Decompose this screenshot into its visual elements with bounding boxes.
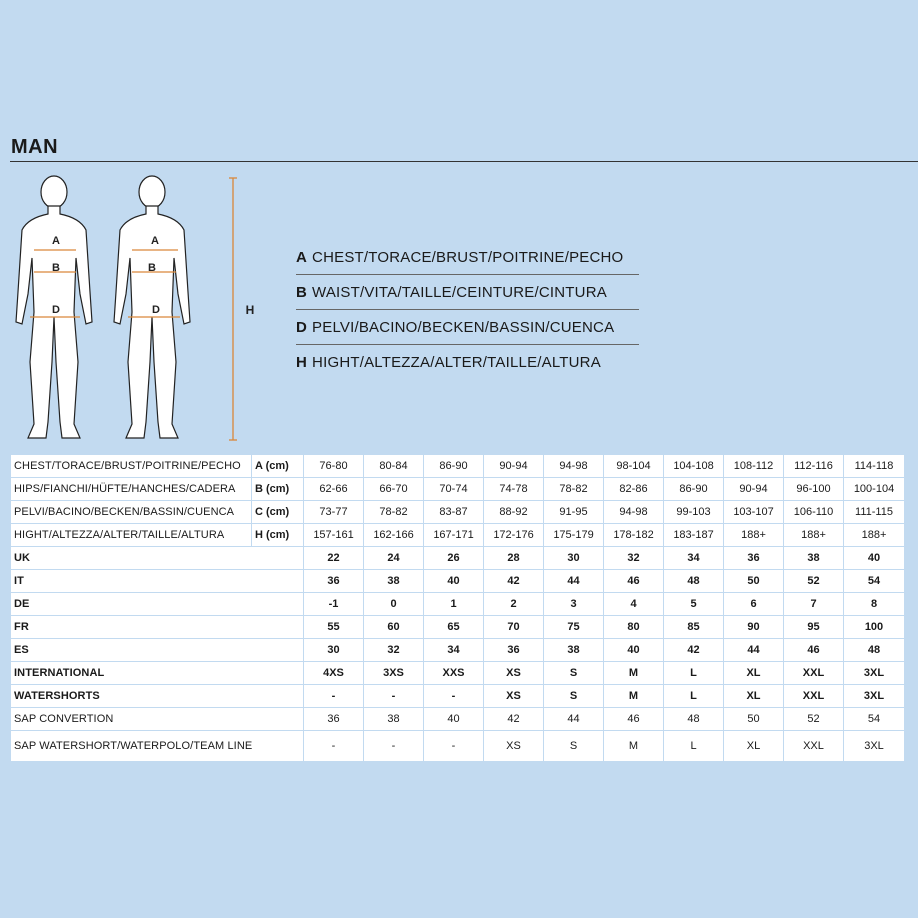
table-cell: 44 <box>544 570 604 593</box>
legend-code: D <box>296 318 308 336</box>
row-label: ES <box>11 639 304 662</box>
table-cell: 38 <box>544 639 604 662</box>
table-cell: 76-80 <box>304 455 364 478</box>
legend-row-a <box>296 240 639 275</box>
table-cell: S <box>544 685 604 708</box>
legend-row-d <box>296 310 639 345</box>
table-cell: 1 <box>424 593 484 616</box>
table-cell: 100-104 <box>844 478 905 501</box>
legend-text: PELVI/BACINO/BECKEN/BASSIN/CUENCA <box>312 318 615 336</box>
table-cell: 50 <box>724 570 784 593</box>
table-cell: XS <box>484 731 544 762</box>
table-cell: -1 <box>304 593 364 616</box>
table-row <box>11 455 905 478</box>
table-cell: 54 <box>844 570 905 593</box>
table-cell: 111-115 <box>844 501 905 524</box>
table-cell: 112-116 <box>784 455 844 478</box>
table-cell: 36 <box>304 708 364 731</box>
table-cell: 48 <box>664 570 724 593</box>
table-cell: 36 <box>724 547 784 570</box>
table-cell: 78-82 <box>364 501 424 524</box>
table-cell: 60 <box>364 616 424 639</box>
table-cell: 90 <box>724 616 784 639</box>
title-divider <box>10 161 918 162</box>
table-cell: XXL <box>784 685 844 708</box>
table-row <box>11 478 905 501</box>
table-cell: 30 <box>544 547 604 570</box>
table-cell: XL <box>724 731 784 762</box>
table-cell: L <box>664 662 724 685</box>
row-label: HIPS/FIANCHI/HÜFTE/HANCHES/CADERA <box>11 478 252 501</box>
table-cell: 82-86 <box>604 478 664 501</box>
back-label-d: D <box>152 304 160 316</box>
table-cell: - <box>424 685 484 708</box>
table-cell: 62-66 <box>304 478 364 501</box>
table-cell: L <box>664 731 724 762</box>
table-cell: 85 <box>664 616 724 639</box>
table-cell: 44 <box>544 708 604 731</box>
table-cell: 48 <box>664 708 724 731</box>
table-row <box>11 685 905 708</box>
table-cell: 162-166 <box>364 524 424 547</box>
row-unit: C (cm) <box>252 501 304 524</box>
table-cell: 98-104 <box>604 455 664 478</box>
table-cell: 74-78 <box>484 478 544 501</box>
table-cell: 88-92 <box>484 501 544 524</box>
table-cell: 26 <box>424 547 484 570</box>
page-title: MAN <box>11 136 59 158</box>
table-cell: - <box>424 731 484 762</box>
legend-text: CHEST/TORACE/BRUST/POITRINE/PECHO <box>312 248 624 266</box>
legend-text: HIGHT/ALTEZZA/ALTER/TAILLE/ALTURA <box>312 354 601 371</box>
table-cell: 52 <box>784 570 844 593</box>
row-unit: H (cm) <box>252 524 304 547</box>
table-cell: 40 <box>604 639 664 662</box>
table-cell: XXS <box>424 662 484 685</box>
row-label: IT <box>11 570 304 593</box>
table-cell: L <box>664 685 724 708</box>
table-cell: XS <box>484 662 544 685</box>
row-label: UK <box>11 547 304 570</box>
table-cell: - <box>364 685 424 708</box>
table-cell: 157-161 <box>304 524 364 547</box>
table-cell: 38 <box>364 570 424 593</box>
legend-row-b <box>296 275 639 310</box>
table-cell: 90-94 <box>724 478 784 501</box>
table-cell: 108-112 <box>724 455 784 478</box>
table-cell: 40 <box>424 570 484 593</box>
table-cell: 188+ <box>724 524 784 547</box>
table-cell: M <box>604 731 664 762</box>
table-cell: 3XL <box>844 731 905 762</box>
table-row <box>11 639 905 662</box>
table-cell: 3 <box>544 593 604 616</box>
table-cell: 40 <box>424 708 484 731</box>
table-cell: 34 <box>664 547 724 570</box>
row-label: FR <box>11 616 304 639</box>
table-cell: 80 <box>604 616 664 639</box>
table-cell: - <box>304 731 364 762</box>
table-cell: 28 <box>484 547 544 570</box>
table-row <box>11 708 905 731</box>
table-cell: XS <box>484 685 544 708</box>
table-cell: 83-87 <box>424 501 484 524</box>
table-cell: 50 <box>724 708 784 731</box>
table-cell: 55 <box>304 616 364 639</box>
table-cell: 167-171 <box>424 524 484 547</box>
table-cell: 90-94 <box>484 455 544 478</box>
table-cell: 48 <box>844 639 905 662</box>
table-cell: 96-100 <box>784 478 844 501</box>
row-label: DE <box>11 593 304 616</box>
table-cell: 100 <box>844 616 905 639</box>
table-cell: S <box>544 731 604 762</box>
table-cell: 7 <box>784 593 844 616</box>
row-label: INTERNATIONAL <box>11 662 304 685</box>
row-label: WATERSHORTS <box>11 685 304 708</box>
row-label: SAP CONVERTION <box>11 708 304 731</box>
table-cell: 38 <box>364 708 424 731</box>
table-cell: 66-70 <box>364 478 424 501</box>
table-cell: S <box>544 662 604 685</box>
back-label-a: A <box>151 235 159 247</box>
table-cell: 78-82 <box>544 478 604 501</box>
table-cell: 103-107 <box>724 501 784 524</box>
table-cell: 46 <box>604 708 664 731</box>
table-cell: 86-90 <box>424 455 484 478</box>
table-cell: 4 <box>604 593 664 616</box>
table-cell: 38 <box>784 547 844 570</box>
table-cell: 0 <box>364 593 424 616</box>
table-cell: 188+ <box>844 524 905 547</box>
table-cell: 91-95 <box>544 501 604 524</box>
row-label: HIGHT/ALTEZZA/ALTER/TAILLE/ALTURA <box>11 524 252 547</box>
table-cell: 99-103 <box>664 501 724 524</box>
table-cell: - <box>364 731 424 762</box>
table-cell: 75 <box>544 616 604 639</box>
table-cell: 42 <box>484 570 544 593</box>
table-cell: 114-118 <box>844 455 905 478</box>
table-cell: 178-182 <box>604 524 664 547</box>
height-label: H <box>245 303 255 317</box>
table-cell: 44 <box>724 639 784 662</box>
table-row <box>11 547 905 570</box>
front-label-a: A <box>52 235 60 247</box>
table-cell: 32 <box>364 639 424 662</box>
front-label-d: D <box>52 304 60 316</box>
legend-code: A <box>296 248 308 266</box>
table-cell: 46 <box>604 570 664 593</box>
row-unit: A (cm) <box>252 455 304 478</box>
table-cell: 65 <box>424 616 484 639</box>
body-measurement-diagram <box>10 172 260 448</box>
table-cell: 22 <box>304 547 364 570</box>
table-cell: 183-187 <box>664 524 724 547</box>
table-cell: 3XL <box>844 685 905 708</box>
table-cell: 32 <box>604 547 664 570</box>
table-cell: 6 <box>724 593 784 616</box>
table-cell: XXL <box>784 662 844 685</box>
table-cell: 3XL <box>844 662 905 685</box>
table-row <box>11 616 905 639</box>
table-cell: XL <box>724 662 784 685</box>
table-cell: 24 <box>364 547 424 570</box>
table-cell: 2 <box>484 593 544 616</box>
table-cell: 70 <box>484 616 544 639</box>
table-cell: - <box>304 685 364 708</box>
front-label-b: B <box>52 262 60 274</box>
row-label: PELVI/BACINO/BECKEN/BASSIN/CUENCA <box>11 501 252 524</box>
table-cell: 54 <box>844 708 905 731</box>
table-cell: 40 <box>844 547 905 570</box>
table-row <box>11 524 905 547</box>
table-row <box>11 501 905 524</box>
table-cell: 4XS <box>304 662 364 685</box>
table-cell: 5 <box>664 593 724 616</box>
table-cell: 30 <box>304 639 364 662</box>
table-cell: 8 <box>844 593 905 616</box>
table-row <box>11 593 905 616</box>
table-cell: 95 <box>784 616 844 639</box>
table-cell: 36 <box>304 570 364 593</box>
table-cell: XL <box>724 685 784 708</box>
table-cell: M <box>604 685 664 708</box>
table-cell: 104-108 <box>664 455 724 478</box>
measurement-legend <box>296 240 639 380</box>
table-cell: 3XS <box>364 662 424 685</box>
table-cell: 42 <box>484 708 544 731</box>
legend-code: B <box>296 283 308 301</box>
table-cell: 34 <box>424 639 484 662</box>
table-cell: XXL <box>784 731 844 762</box>
table-cell: 70-74 <box>424 478 484 501</box>
row-label: SAP WATERSHORT/WATERPOLO/TEAM LINE <box>11 731 304 762</box>
table-cell: 94-98 <box>544 455 604 478</box>
table-cell: 172-176 <box>484 524 544 547</box>
table-cell: 52 <box>784 708 844 731</box>
legend-row-h <box>296 345 639 380</box>
table-cell: 188+ <box>784 524 844 547</box>
back-label-b: B <box>148 262 156 274</box>
row-unit: B (cm) <box>252 478 304 501</box>
table-cell: 42 <box>664 639 724 662</box>
table-cell: M <box>604 662 664 685</box>
table-cell: 106-110 <box>784 501 844 524</box>
table-cell: 86-90 <box>664 478 724 501</box>
table-cell: 73-77 <box>304 501 364 524</box>
table-cell: 36 <box>484 639 544 662</box>
legend-text: WAIST/VITA/TAILLE/CEINTURE/CINTURA <box>312 283 607 301</box>
table-cell: 175-179 <box>544 524 604 547</box>
table-row <box>11 570 905 593</box>
table-cell: 80-84 <box>364 455 424 478</box>
legend-code: H <box>296 354 308 371</box>
table-row <box>11 731 905 762</box>
table-row <box>11 662 905 685</box>
table-cell: 94-98 <box>604 501 664 524</box>
table-cell: 46 <box>784 639 844 662</box>
size-chart-table <box>10 454 905 762</box>
row-label: CHEST/TORACE/BRUST/POITRINE/PECHO <box>11 455 252 478</box>
